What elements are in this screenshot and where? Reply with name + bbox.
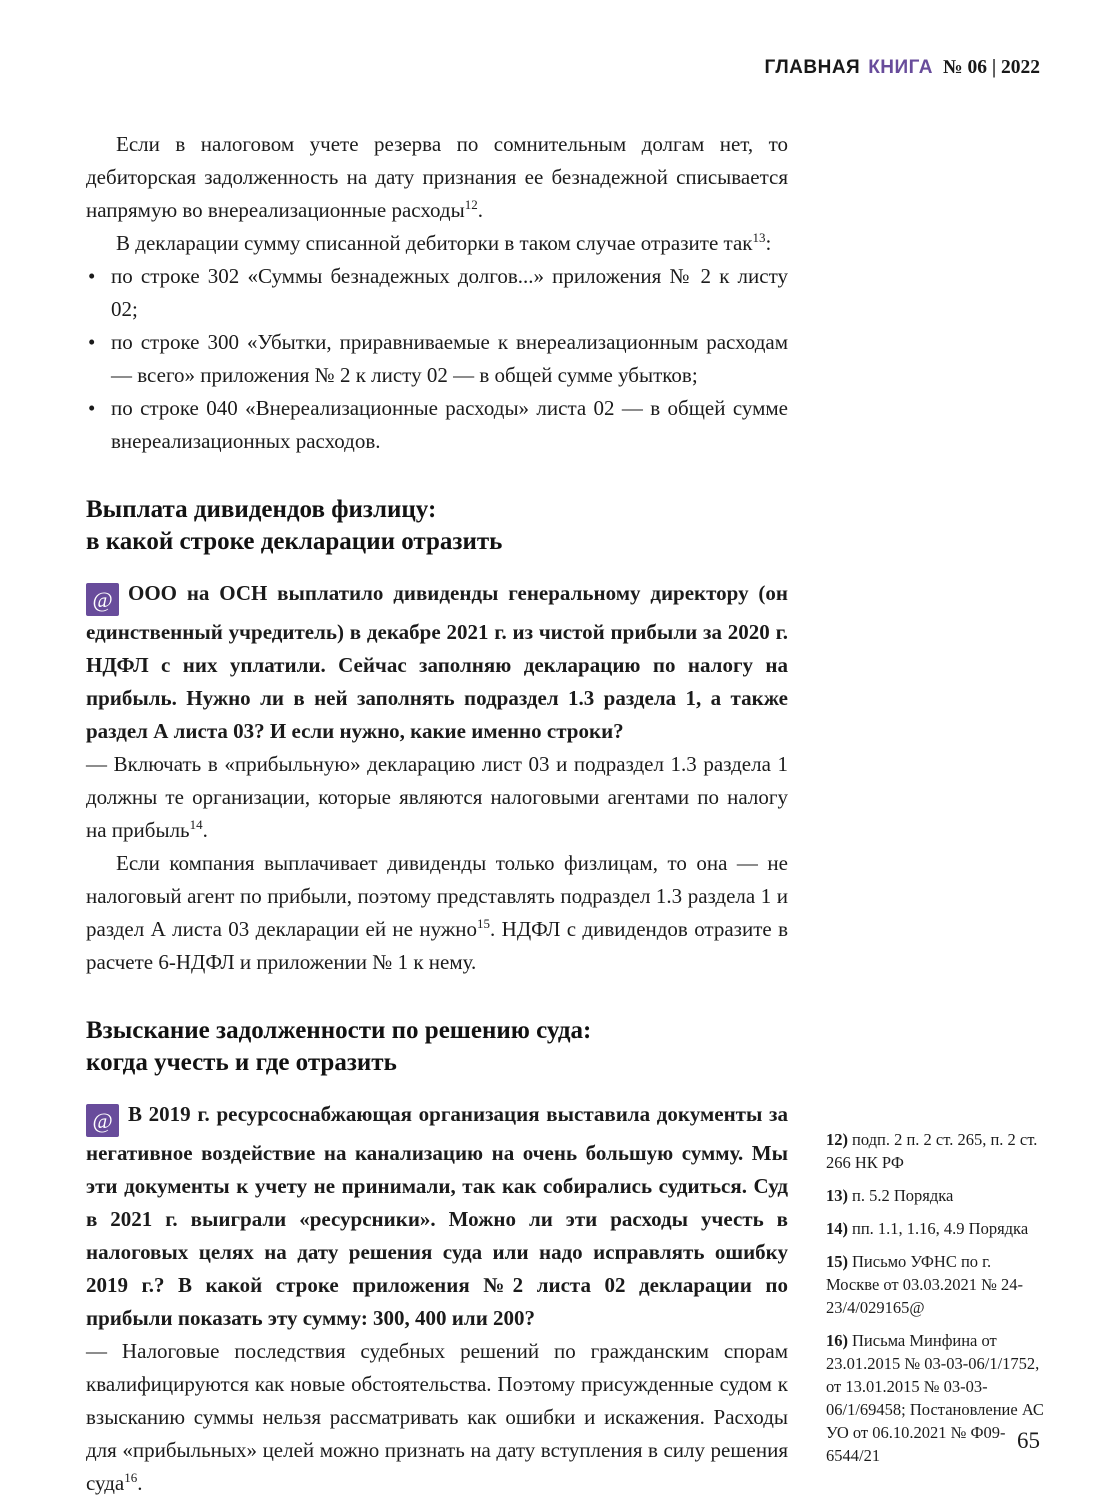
footnote-number: 15) — [826, 1252, 848, 1271]
footnote-item — [826, 1184, 1044, 1207]
section-heading-line: Выплата дивидендов физлицу: — [86, 496, 437, 523]
at-icon-glyph: @ — [92, 587, 113, 612]
issue-number: № 06 | 2022 — [942, 57, 1040, 78]
footnote-text: пп. 1.1, 1.16, 4.9 Порядка — [852, 1219, 1029, 1238]
footnote-number: 16) — [826, 1331, 848, 1350]
at-icon-glyph: @ — [92, 1108, 113, 1133]
section-heading — [86, 494, 788, 558]
reader-question — [86, 1098, 788, 1335]
footnote-text: Письмо УФНС по г. Москве от 03.03.2021 № 24-23/4/029165@ — [826, 1252, 1024, 1317]
question-text: ООО на ОСН выплатило дивиденды генеральному директору (он единственный учредитель) в декабре 2021 г. из чистой прибыли за 2020 г. НДФЛ с них уплатили. Сейчас заполняю декларацию по налогу на прибыль. Нужно ли в ней заполнять подраздел 1.3 раздела 1, а также раздел А листа 03? И если нужно, какие именно строки? — [86, 581, 788, 743]
intro-paragraph: Если в налоговом учете резерва по сомнительным долгам нет, то дебиторская задолженность на дату признания ее безнадежной списывается напрямую во внереализационные расходы$^{12}$. — [86, 132, 788, 222]
article-body — [86, 128, 788, 1500]
section-heading — [86, 1015, 788, 1079]
reader-question — [86, 577, 788, 748]
page-number: 65 — [1017, 1428, 1040, 1453]
footnote-item — [826, 1329, 1044, 1467]
bullet-item: • по строке 040 «Внереализационные расходы» листа 02 — в общей сумме внереализационных расходов. — [86, 392, 788, 458]
footnote-item — [826, 1128, 1044, 1174]
bullet-item: • по строке 302 «Суммы безнадежных долгов...» приложения № 2 к листу 02; — [86, 260, 788, 326]
magazine-title-accent: КНИГА — [868, 57, 933, 78]
bullet-list — [86, 260, 788, 458]
magazine-title: ГЛАВНАЯ — [764, 57, 861, 78]
footnote-number: 12) — [826, 1130, 848, 1149]
question-text: В 2019 г. ресурсоснабжающая организация выставила документы за негативное воздействие на канализацию на очень большую сумму. Мы эти документы к учету не принимали, так как собирались судиться. Суд в 2021 г. выиграли «ресурсники». Можно ли эти расходы учесть в налоговых целях на дату решения суда или надо исправлять ошибку 2019 г.? В какой строке приложения №2 листа 02 декларации по прибыли показать эту сумму: 300, 400 или 200? — [86, 1102, 788, 1330]
footnote-number: 13) — [826, 1186, 848, 1205]
intro-paragraph: В декларации сумму списанной дебиторки в таком случае отразите так$^{13}$: — [116, 230, 772, 255]
footnote-text: Письма Минфина от 23.01.2015 № 03-03-06/1/1752, от 13.01.2015 № 03-03-06/1/69458; Постановление АС УО от 06.10.2021 № Ф09-6544/21 — [826, 1331, 1044, 1465]
footnote-item — [826, 1250, 1044, 1319]
footnote-number: 14) — [826, 1219, 848, 1238]
section-heading-line: Взыскание задолженности по решению суда: — [86, 1017, 592, 1044]
answer-paragraph: — Включать в «прибыльную» декларацию лист 03 и подраздел 1.3 раздела 1 должны те организации, которые являются налоговыми агентами по налогу на прибыль$^{14}$. — [86, 752, 788, 842]
at-icon — [86, 583, 119, 616]
at-icon — [86, 1104, 119, 1137]
footnote-text: подп. 2 п. 2 ст. 265, п. 2 ст. 266 НК РФ — [826, 1130, 1038, 1172]
bullet-item: • по строке 300 «Убытки, приравниваемые к внереализационным расходам — всего» приложения № 2 к листу 02 — в общей сумме убытков; — [86, 326, 788, 392]
footnote-text: п. 5.2 Порядка — [852, 1186, 954, 1205]
footnote-item — [826, 1217, 1044, 1240]
footnotes-sidebar — [826, 1128, 1044, 1477]
answer-paragraph: — Налоговые последствия судебных решений по гражданским спорам квалифицируются как новые обстоятельства. Поэтому присужденные судом к взысканию суммы нельзя рассматривать как ошибки и искажения. Расходы для «прибыльных» целей можно признать на дату вступления в силу решения суда$^{16}$. — [86, 1339, 788, 1495]
section-heading-line: в какой строке декларации отразить — [86, 528, 503, 555]
answer-paragraph: Если компания выплачивает дивиденды только физлицам, то она — не налоговый агент по прибыли, поэтому представлять подраздел 1.3 раздела 1 и раздел А листа 03 декларации ей не нужно$^{15}$. НДФЛ с дивидендов отразите в расчете 6-НДФЛ и приложении № 1 к нему. — [86, 851, 788, 974]
section-heading-line: когда учесть и где отразить — [86, 1049, 397, 1076]
page-header — [765, 57, 1040, 79]
